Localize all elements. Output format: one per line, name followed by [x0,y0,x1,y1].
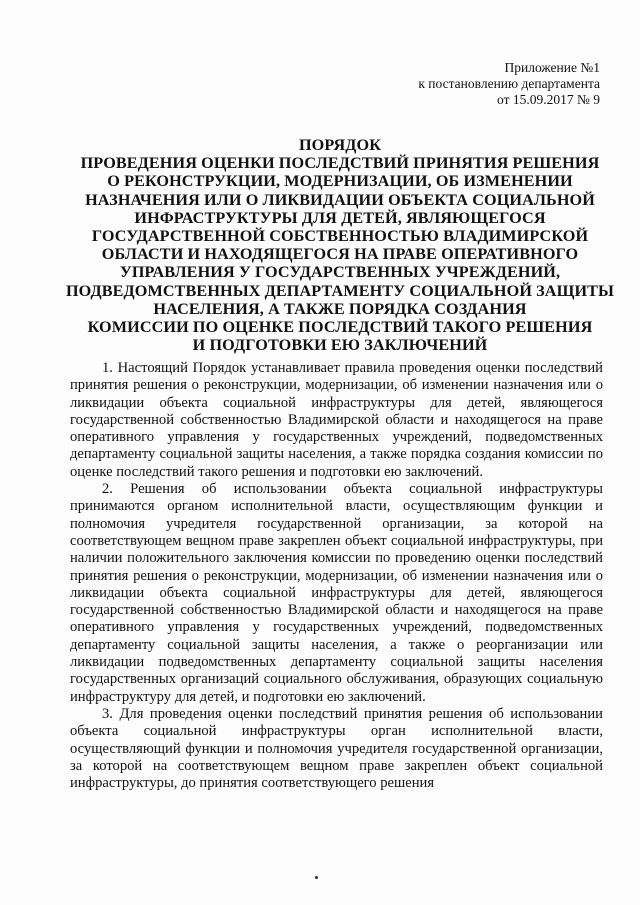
document-title [60,136,620,354]
paragraph-2: 2. Решения об использовании объекта социальной инфраструктуры принимаются органом исполнительной власти, осуществляющим функции и полномочия учредителя государственной организации, за которой на соответствующем вещном праве закреплен объект социальной инфраструктуры, при наличии положительного заключения комиссии по проведению оценки последствий принятия решения о реконструкции, модернизации, об изменении назначения или о ликвидации объекта социальной инфраструктуры для детей, являющегося государственной собственностью Владимирской области и находящегося на праве оперативного управления у государственных учреждений, подведомственных департаменту социальной защиты населения, а также о реорганизации или ликвидации подведомственных департаменту социальной защиты населения государственных организаций социального обслуживания, образующих социальную инфраструктуру для детей, и подготовки ею заключений. [70,481,603,705]
appendix-label: Приложение №1 [504,60,600,75]
paragraph-1: 1. Настоящий Порядок устанавливает правила проведения оценки последствий принятия решения о реконструкции, модернизации, об изменении назначения или о ликвидации объекта социальной инфраструктуры для детей, являющегося государственной собственностью Владимирской области и находящегося на праве оперативного управления у государственных учреждений, подведомственных департаменту социальной защиты населения, а также порядка создания комиссии по оценке последствий такого решения и подготовки ею заключений. [70,360,603,480]
title-line: И ПОДГОТОВКИ ЕЮ ЗАКЛЮЧЕНИЙ [192,336,488,355]
title-line: КОМИССИИ ПО ОЦЕНКЕ ПОСЛЕДСТВИЙ ТАКОГО РЕШЕНИЯ [87,318,593,337]
scan-speck [315,876,318,879]
title-line: НАСЕЛЕНИЯ, А ТАКЖЕ ПОРЯДКА СОЗДАНИЯ [153,299,527,318]
title-line: ПРОВЕДЕНИЯ ОЦЕНКИ ПОСЛЕДСТВИЙ ПРИНЯТИЯ РЕШЕНИЯ [80,154,600,173]
title-line: ПОДВЕДОМСТВЕННЫХ ДЕПАРТАМЕНТУ СОЦИАЛЬНОЙ ЗАЩИТЫ [65,281,615,300]
paragraph-3: 3. Для проведения оценки последствий принятия решения об использовании объекта социальной инфраструктуры орган исполнительной власти, осуществляющий функции и полномочия учредителя государственной организации, за которой на соответствующем вещном праве закреплен объект социальной инфраструктуры, до принятия соответствующего решения [70,705,603,792]
appendix-reference: к постановлению департамента [418,76,600,91]
title-line: НАЗНАЧЕНИЯ ИЛИ О ЛИКВИДАЦИИ ОБЪЕКТА СОЦИАЛЬНОЙ [85,190,595,209]
document-body [70,360,603,792]
title-line: ИНФРАСТРУКТУРЫ ДЛЯ ДЕТЕЙ, ЯВЛЯЮЩЕГОСЯ [134,208,546,227]
title-line: УПРАВЛЕНИЯ У ГОСУДАРСТВЕННЫХ УЧРЕЖДЕНИЙ, [119,263,561,282]
appendix-header [340,60,600,108]
appendix-date-number: от 15.09.2017 № 9 [497,92,600,107]
title-line: ОБЛАСТИ И НАХОДЯЩЕГОСЯ НА ПРАВЕ ОПЕРАТИВНОГО [101,245,579,264]
title-line: ПОРЯДОК [298,136,382,154]
title-line: О РЕКОНСТРУКЦИИ, МОДЕРНИЗАЦИИ, ОБ ИЗМЕНЕНИИ [107,172,573,191]
title-line: ГОСУДАРСТВЕННОЙ СОБСТВЕННОСТЬЮ ВЛАДИМИРСКОЙ [91,227,589,246]
